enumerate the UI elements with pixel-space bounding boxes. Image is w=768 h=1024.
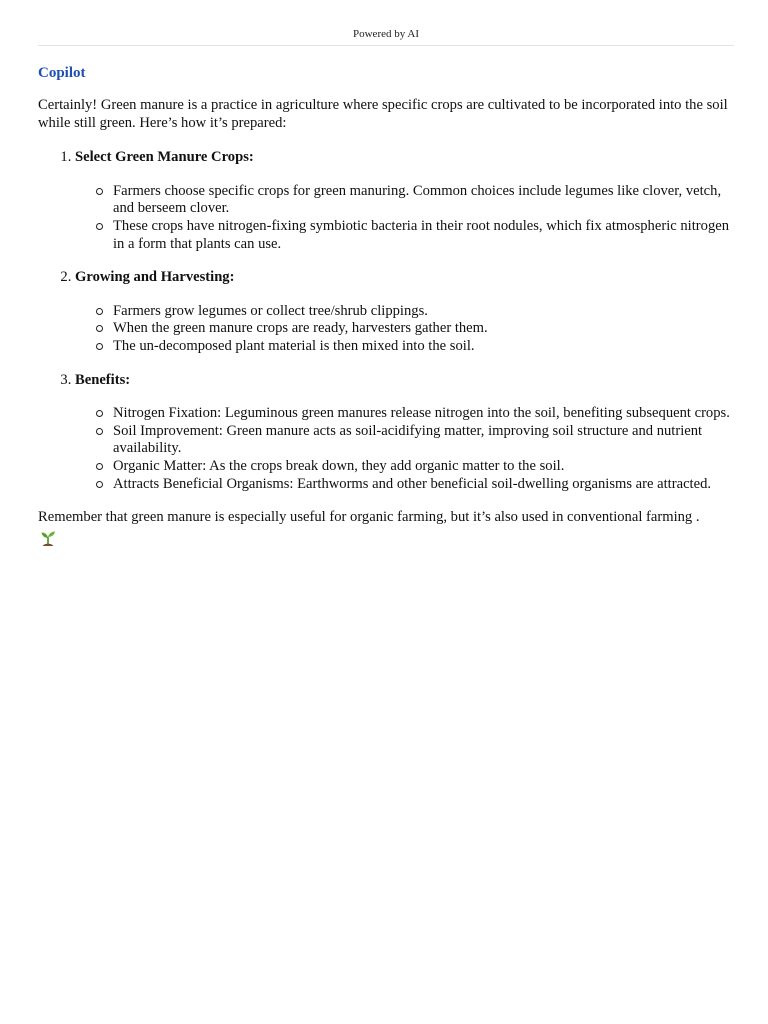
author-name: Copilot	[38, 65, 86, 81]
step-sublist	[75, 303, 730, 356]
step-sublist	[75, 405, 730, 493]
powered-by-label: Powered by AI	[38, 0, 734, 46]
steps-list	[38, 149, 730, 493]
list-item: Farmers grow legumes or collect tree/shrub clippings.	[113, 303, 730, 321]
list-item: Organic Matter: As the crops break down, they add organic matter to the soil.	[113, 458, 730, 476]
list-item: Soil Improvement: Green manure acts as soil-acidifying matter, improving soil structure and nutrient availability.	[113, 423, 730, 458]
step-title: Growing and Harvesting:	[75, 269, 235, 286]
list-item: Attracts Beneficial Organisms: Earthworms and other beneficial soil-dwelling organisms are attracted.	[113, 476, 730, 494]
list-item: When the green manure crops are ready, harvesters gather them.	[113, 320, 730, 338]
step-sublist	[75, 183, 730, 253]
step-title: Benefits:	[75, 371, 131, 388]
step-item	[75, 372, 730, 494]
step-title: Select Green Manure Crops:	[75, 149, 254, 166]
list-item: Farmers choose specific crops for green manuring. Common choices include legumes like clover, vetch, and berseem clover.	[113, 183, 730, 218]
intro-paragraph: Certainly! Green manure is a practice in agriculture where specific crops are cultivated to be incorporated into the soil while still green. Here’s how it’s prepared:	[38, 97, 728, 131]
list-item: Nitrogen Fixation: Leguminous green manures release nitrogen into the soil, benefiting subsequent crops.	[113, 405, 730, 422]
list-item: The un-decomposed plant material is then mixed into the soil.	[113, 338, 730, 356]
seedling-icon	[40, 529, 56, 546]
closing-paragraph: Remember that green manure is especially useful for organic farming, but it’s also used in conventional farming .	[38, 509, 700, 526]
step-item	[75, 149, 730, 253]
step-item	[75, 269, 730, 355]
list-item: These crops have nitrogen-fixing symbiotic bacteria in their root nodules, which fix atmospheric nitrogen in a form that plants can use.	[113, 217, 730, 252]
